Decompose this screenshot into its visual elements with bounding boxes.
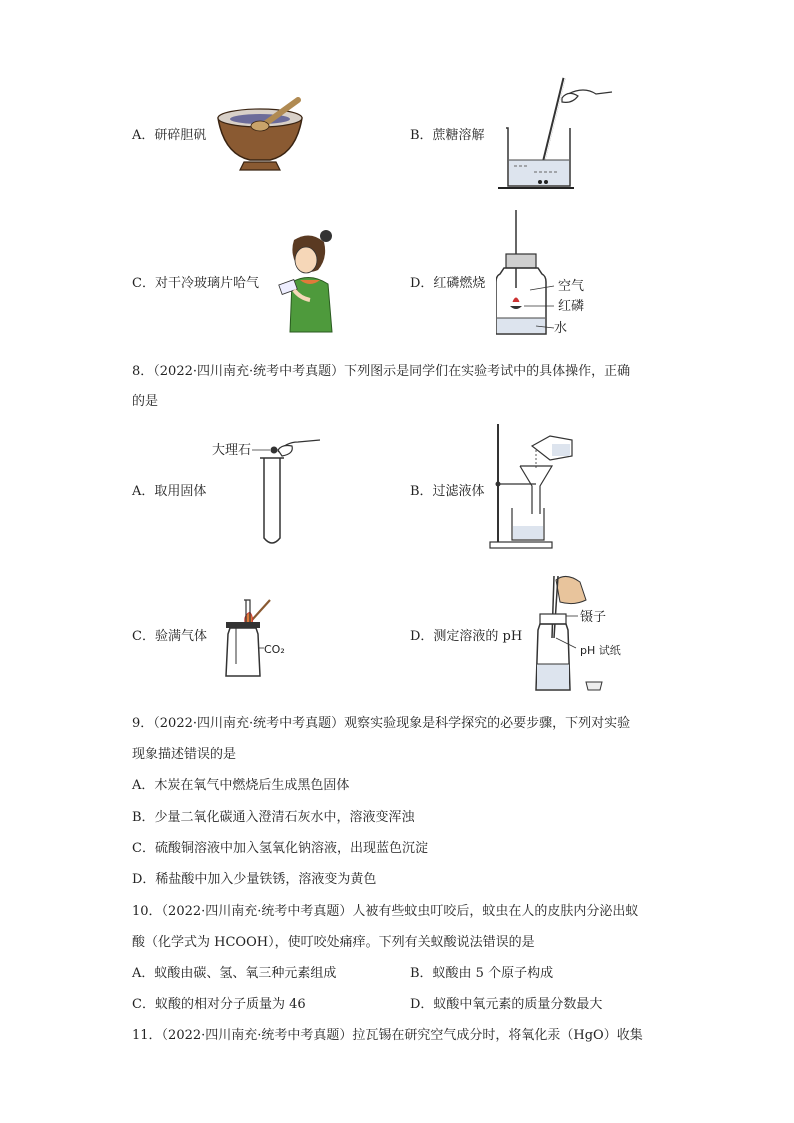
filtering-liquid-figure: [488, 424, 584, 550]
sugar-dissolving-figure: [498, 76, 614, 192]
q7-option-c: C．对干冷玻璃片哈气: [132, 276, 259, 291]
label-co2: CO₂: [264, 643, 285, 656]
q10-option-c: C．蚁酸的相对分子质量为 46: [132, 997, 306, 1012]
label-ph-paper: pH 试纸: [580, 644, 621, 657]
q8-stem-line1: 8．（2022·四川南充·统考中考真题）下列图示是同学们在实验考试中的具体操作，正确: [132, 364, 631, 379]
taking-solid-figure: [212, 424, 322, 548]
q9-option-c: C．硫酸铜溶液中加入氢氧化钠溶液，出现蓝色沉淀: [132, 841, 428, 856]
ph-measurement-figure: [530, 572, 636, 694]
q7-option-b: B．蔗糖溶解: [410, 128, 485, 143]
label-water: 水: [554, 321, 568, 336]
label-air: 空气: [558, 279, 585, 294]
q9-option-d: D．稀盐酸中加入少量铁锈，溶液变为黄色: [132, 872, 377, 887]
q10-option-a: A．蚁酸由碳、氢、氧三种元素组成: [132, 966, 337, 981]
label-red-phosphorus: 红磷: [558, 299, 585, 314]
q7-option-a: A．研碎胆矾: [132, 128, 207, 143]
q9-option-a: A．木炭在氧气中燃烧后生成黑色固体: [132, 778, 350, 793]
label-tweezers: 镊子: [580, 610, 607, 625]
q10-stem-line1: 10．（2022·四川南充·统考中考真题）人被有些蚊虫叮咬后，蚊虫在人的皮肤内分泌出蚁: [132, 904, 639, 919]
q9-stem-line1: 9．（2022·四川南充·统考中考真题）观察实验现象是科学探究的必要步骤，下列对实验: [132, 716, 631, 731]
q9-option-b: B．少量二氧化碳通入澄清石灰水中，溶液变浑浊: [132, 810, 415, 825]
q11-stem-line1: 11．（2022·四川南充·统考中考真题）拉瓦锡在研究空气成分时，将氧化汞（HgO）收集: [132, 1028, 643, 1043]
q8-stem-line2: 的是: [132, 394, 159, 409]
q8-option-c: C．验满气体: [132, 629, 207, 644]
girl-breathing-on-glass-figure: [270, 228, 336, 334]
q8-option-d: D．测定溶液的 pH: [410, 629, 523, 644]
q10-option-d: D．蚁酸中氧元素的质量分数最大: [410, 997, 603, 1012]
mortar-pestle-figure: [214, 96, 306, 178]
q9-stem-line2: 现象描述错误的是: [132, 747, 237, 762]
label-marble: 大理石: [212, 443, 252, 458]
gas-checking-figure: [222, 586, 314, 680]
q7-option-d: D．红磷燃烧: [410, 276, 486, 291]
q10-option-b: B．蚁酸由 5 个原子构成: [410, 966, 554, 981]
q8-option-a: A．取用固体: [132, 484, 207, 499]
red-phosphorus-burning-figure: [496, 210, 600, 342]
q8-option-b: B．过滤液体: [410, 484, 485, 499]
q10-stem-line2: 酸（化学式为 HCOOH），使叮咬处痛痒。下列有关蚁酸说法错误的是: [132, 935, 535, 950]
